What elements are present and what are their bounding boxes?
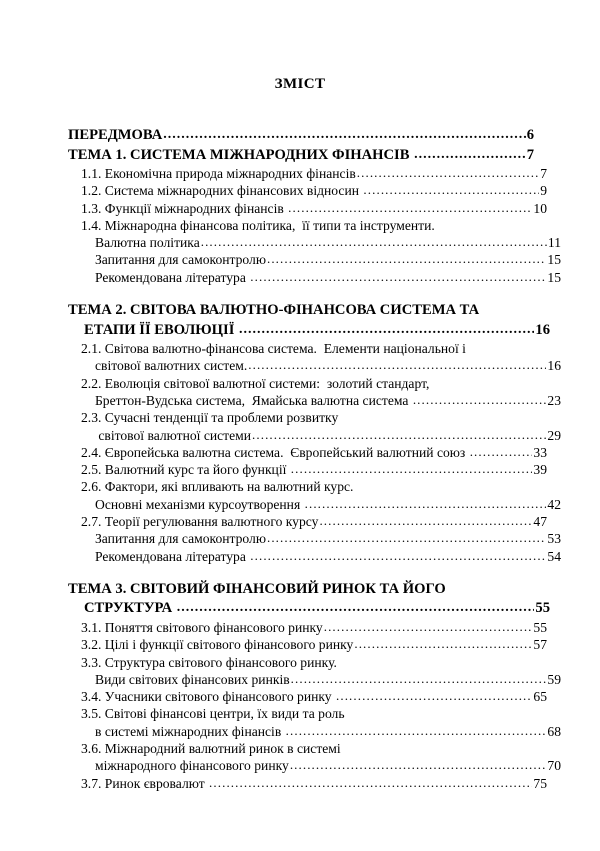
toc-leader-dots xyxy=(290,756,547,773)
toc-leader-dots xyxy=(291,670,547,687)
toc-leader-dots xyxy=(319,512,532,529)
toc-leader-dots xyxy=(413,391,547,408)
toc-page-number: 59 xyxy=(547,671,561,687)
toc-page-number: 7 xyxy=(526,146,534,163)
toc-page-number: 53 xyxy=(547,531,561,547)
toc-entry[interactable] xyxy=(68,461,547,478)
toc-entry[interactable] xyxy=(68,301,534,321)
toc-leader-dots xyxy=(248,356,546,373)
toc-entry-label: ТЕМА 3. СВІТОВИЙ ФІНАНСОВИЙ РИНОК ТА ЙОГО xyxy=(68,580,446,597)
toc-entry-label: Валютна політика xyxy=(95,235,200,251)
toc-entry[interactable] xyxy=(68,636,547,653)
toc-entry[interactable] xyxy=(68,217,547,234)
toc-page-number: 54 xyxy=(547,548,561,564)
toc-leader-dots xyxy=(250,268,546,285)
toc-entry[interactable] xyxy=(68,775,547,792)
toc-page-number: 15 xyxy=(547,252,561,268)
toc-entry-label: 3.3. Структура світового фінансового ринку. xyxy=(81,654,337,670)
toc-leader-dots xyxy=(177,598,535,618)
toc-entry-label: 3.6. Міжнародний валютний ринок в системі xyxy=(81,741,341,757)
toc-entry-label: ПЕРЕДМОВА xyxy=(68,127,163,143)
toc-entry-label: 2.7. Теорії регулювання валютного курсу xyxy=(81,514,319,530)
toc-entry[interactable] xyxy=(68,580,534,600)
toc-entry[interactable] xyxy=(68,321,550,341)
toc-entry[interactable] xyxy=(68,548,561,565)
toc-entry-label: Рекомендована література xyxy=(95,269,250,285)
toc-entry-label: 3.4. Учасники світового фінансового ринку xyxy=(81,689,335,705)
toc-page-number: 10 xyxy=(533,200,547,216)
toc-page-number: 16 xyxy=(535,321,550,338)
toc-page-number: 29 xyxy=(547,427,561,443)
toc-entry-label: в системі міжнародних фінансів xyxy=(95,723,285,739)
toc-entry[interactable] xyxy=(68,340,547,357)
toc-entry-label: 1.3. Функції міжнародних фінансів xyxy=(81,200,288,216)
toc-entry[interactable] xyxy=(68,269,561,286)
toc-entry[interactable] xyxy=(68,409,547,426)
toc-entry-label: світової валютних систем. xyxy=(95,358,248,374)
toc-leader-dots xyxy=(357,164,539,181)
toc-page-number: 57 xyxy=(533,637,547,653)
toc-leader-dots xyxy=(291,460,533,477)
toc-entry[interactable] xyxy=(68,200,547,217)
table-of-contents xyxy=(68,126,561,792)
toc-entry[interactable] xyxy=(68,392,561,409)
toc-entry[interactable] xyxy=(68,757,561,774)
toc-entry[interactable] xyxy=(68,126,534,146)
toc-leader-dots xyxy=(363,181,539,198)
toc-entry[interactable] xyxy=(68,234,561,251)
toc-entry-label: 3.7. Ринок євровалют xyxy=(81,775,209,791)
toc-entry[interactable] xyxy=(68,146,534,166)
toc-entry-label: 2.4. Європейська валютна система. Європейський валютний союз xyxy=(81,444,469,460)
toc-entry-label: Запитання для самоконтролю xyxy=(95,531,266,547)
toc-page-number: 16 xyxy=(547,358,561,374)
toc-entry[interactable] xyxy=(68,688,547,705)
toc-entry-label: Запитання для самоконтролю xyxy=(95,252,266,268)
toc-entry-label: 1.4. Міжнародна фінансова політика, її типи та інструменти. xyxy=(81,217,435,233)
toc-page-number: 23 xyxy=(547,392,561,408)
toc-entry-label: ТЕМА 2. СВІТОВА ВАЛЮТНО-ФІНАНСОВА СИСТЕМА ТА xyxy=(68,302,480,319)
toc-page-number: 75 xyxy=(533,775,547,791)
toc-entry-label: Бреттон-Вудська система, Ямайська валютна система xyxy=(95,392,412,408)
toc-entry[interactable] xyxy=(68,182,547,199)
toc-page-number: 70 xyxy=(547,758,561,774)
toc-entry[interactable] xyxy=(68,723,561,740)
toc-entry-label: 2.6. Фактори, які впливають на валютний курс. xyxy=(81,479,354,495)
toc-entry-label: 3.2. Цілі і функції світового фінансового ринку xyxy=(81,637,354,653)
toc-entry[interactable] xyxy=(68,530,561,547)
toc-leader-dots xyxy=(250,547,546,564)
toc-leader-dots xyxy=(201,233,547,250)
toc-entry-label: Рекомендована література xyxy=(95,548,250,564)
toc-leader-dots xyxy=(163,125,525,145)
toc-entry[interactable] xyxy=(68,427,561,444)
toc-entry-label: Види світових фінансових ринків xyxy=(95,671,290,687)
toc-leader-dots xyxy=(470,443,533,460)
toc-leader-dots xyxy=(267,250,546,267)
toc-leader-dots xyxy=(252,426,546,443)
toc-entry[interactable] xyxy=(68,375,547,392)
toc-leader-dots xyxy=(336,687,532,704)
toc-page-number: 47 xyxy=(533,514,547,530)
toc-entry-label: 3.5. Світові фінансові центри, їх види та роль xyxy=(81,706,345,722)
toc-entry-label: 3.1. Поняття світового фінансового ринку xyxy=(81,619,323,635)
toc-entry[interactable] xyxy=(68,740,547,757)
toc-page-number: 9 xyxy=(540,183,547,199)
toc-entry[interactable] xyxy=(68,165,547,182)
toc-entry-label: 2.2. Еволюція світової валютної системи: золотий стандарт, xyxy=(81,375,430,391)
toc-leader-dots xyxy=(324,618,533,635)
toc-entry[interactable] xyxy=(68,599,550,619)
toc-entry[interactable] xyxy=(68,671,561,688)
toc-entry[interactable] xyxy=(68,619,547,636)
toc-page-number: 68 xyxy=(547,723,561,739)
toc-entry[interactable] xyxy=(68,251,561,268)
toc-leader-dots xyxy=(286,722,547,739)
toc-leader-dots xyxy=(267,529,546,546)
toc-page-number: 55 xyxy=(535,600,550,617)
toc-entry-label: 2.3. Сучасні тенденції та проблеми розвитку xyxy=(81,410,339,426)
toc-entry-label: 2.1. Світова валютно-фінансова система. Елементи національної і xyxy=(81,341,466,357)
toc-leader-dots xyxy=(354,635,532,652)
toc-leader-dots xyxy=(209,774,532,791)
toc-entry-label: 1.1. Економічна природа міжнародних фінансів xyxy=(81,166,356,181)
toc-entry[interactable] xyxy=(68,444,547,461)
toc-page-number: 39 xyxy=(533,462,547,478)
toc-leader-dots xyxy=(288,199,532,216)
toc-page-number: 6 xyxy=(526,127,534,143)
toc-entry-label: СТРУКТУРА xyxy=(84,600,176,617)
toc-leader-dots xyxy=(414,145,526,165)
toc-leader-dots xyxy=(239,320,534,340)
toc-entry-label: Основні механізми курсоутворення xyxy=(95,496,304,512)
toc-page-number: 65 xyxy=(533,689,547,705)
toc-entry[interactable] xyxy=(68,478,547,495)
toc-entry[interactable] xyxy=(68,654,547,671)
toc-entry[interactable] xyxy=(68,496,561,513)
toc-page-number: 55 xyxy=(533,619,547,635)
toc-page-number: 11 xyxy=(547,235,561,251)
toc-entry[interactable] xyxy=(68,513,547,530)
toc-page-number: 15 xyxy=(547,269,561,285)
toc-page-number: 33 xyxy=(533,444,547,460)
toc-entry[interactable] xyxy=(68,705,547,722)
page-title: ЗМІСТ xyxy=(274,76,326,92)
toc-page-number: 7 xyxy=(540,166,547,181)
toc-leader-dots xyxy=(305,495,547,512)
toc-entry-label: 1.2. Система міжнародних фінансових відносин xyxy=(81,183,363,199)
toc-entry-label: світової валютної системи xyxy=(95,427,252,443)
toc-entry-label: ЕТАПИ ЇЇ ЕВОЛЮЦІЇ xyxy=(84,321,239,338)
toc-entry[interactable] xyxy=(68,357,561,374)
toc-entry-label: 2.5. Валютний курс та його функції xyxy=(81,462,290,478)
toc-entry-label: ТЕМА 1. СИСТЕМА МІЖНАРОДНИХ ФІНАНСІВ xyxy=(68,146,414,163)
toc-page-number: 42 xyxy=(547,496,561,512)
toc-entry-label: міжнародного фінансового ринку xyxy=(95,758,289,774)
